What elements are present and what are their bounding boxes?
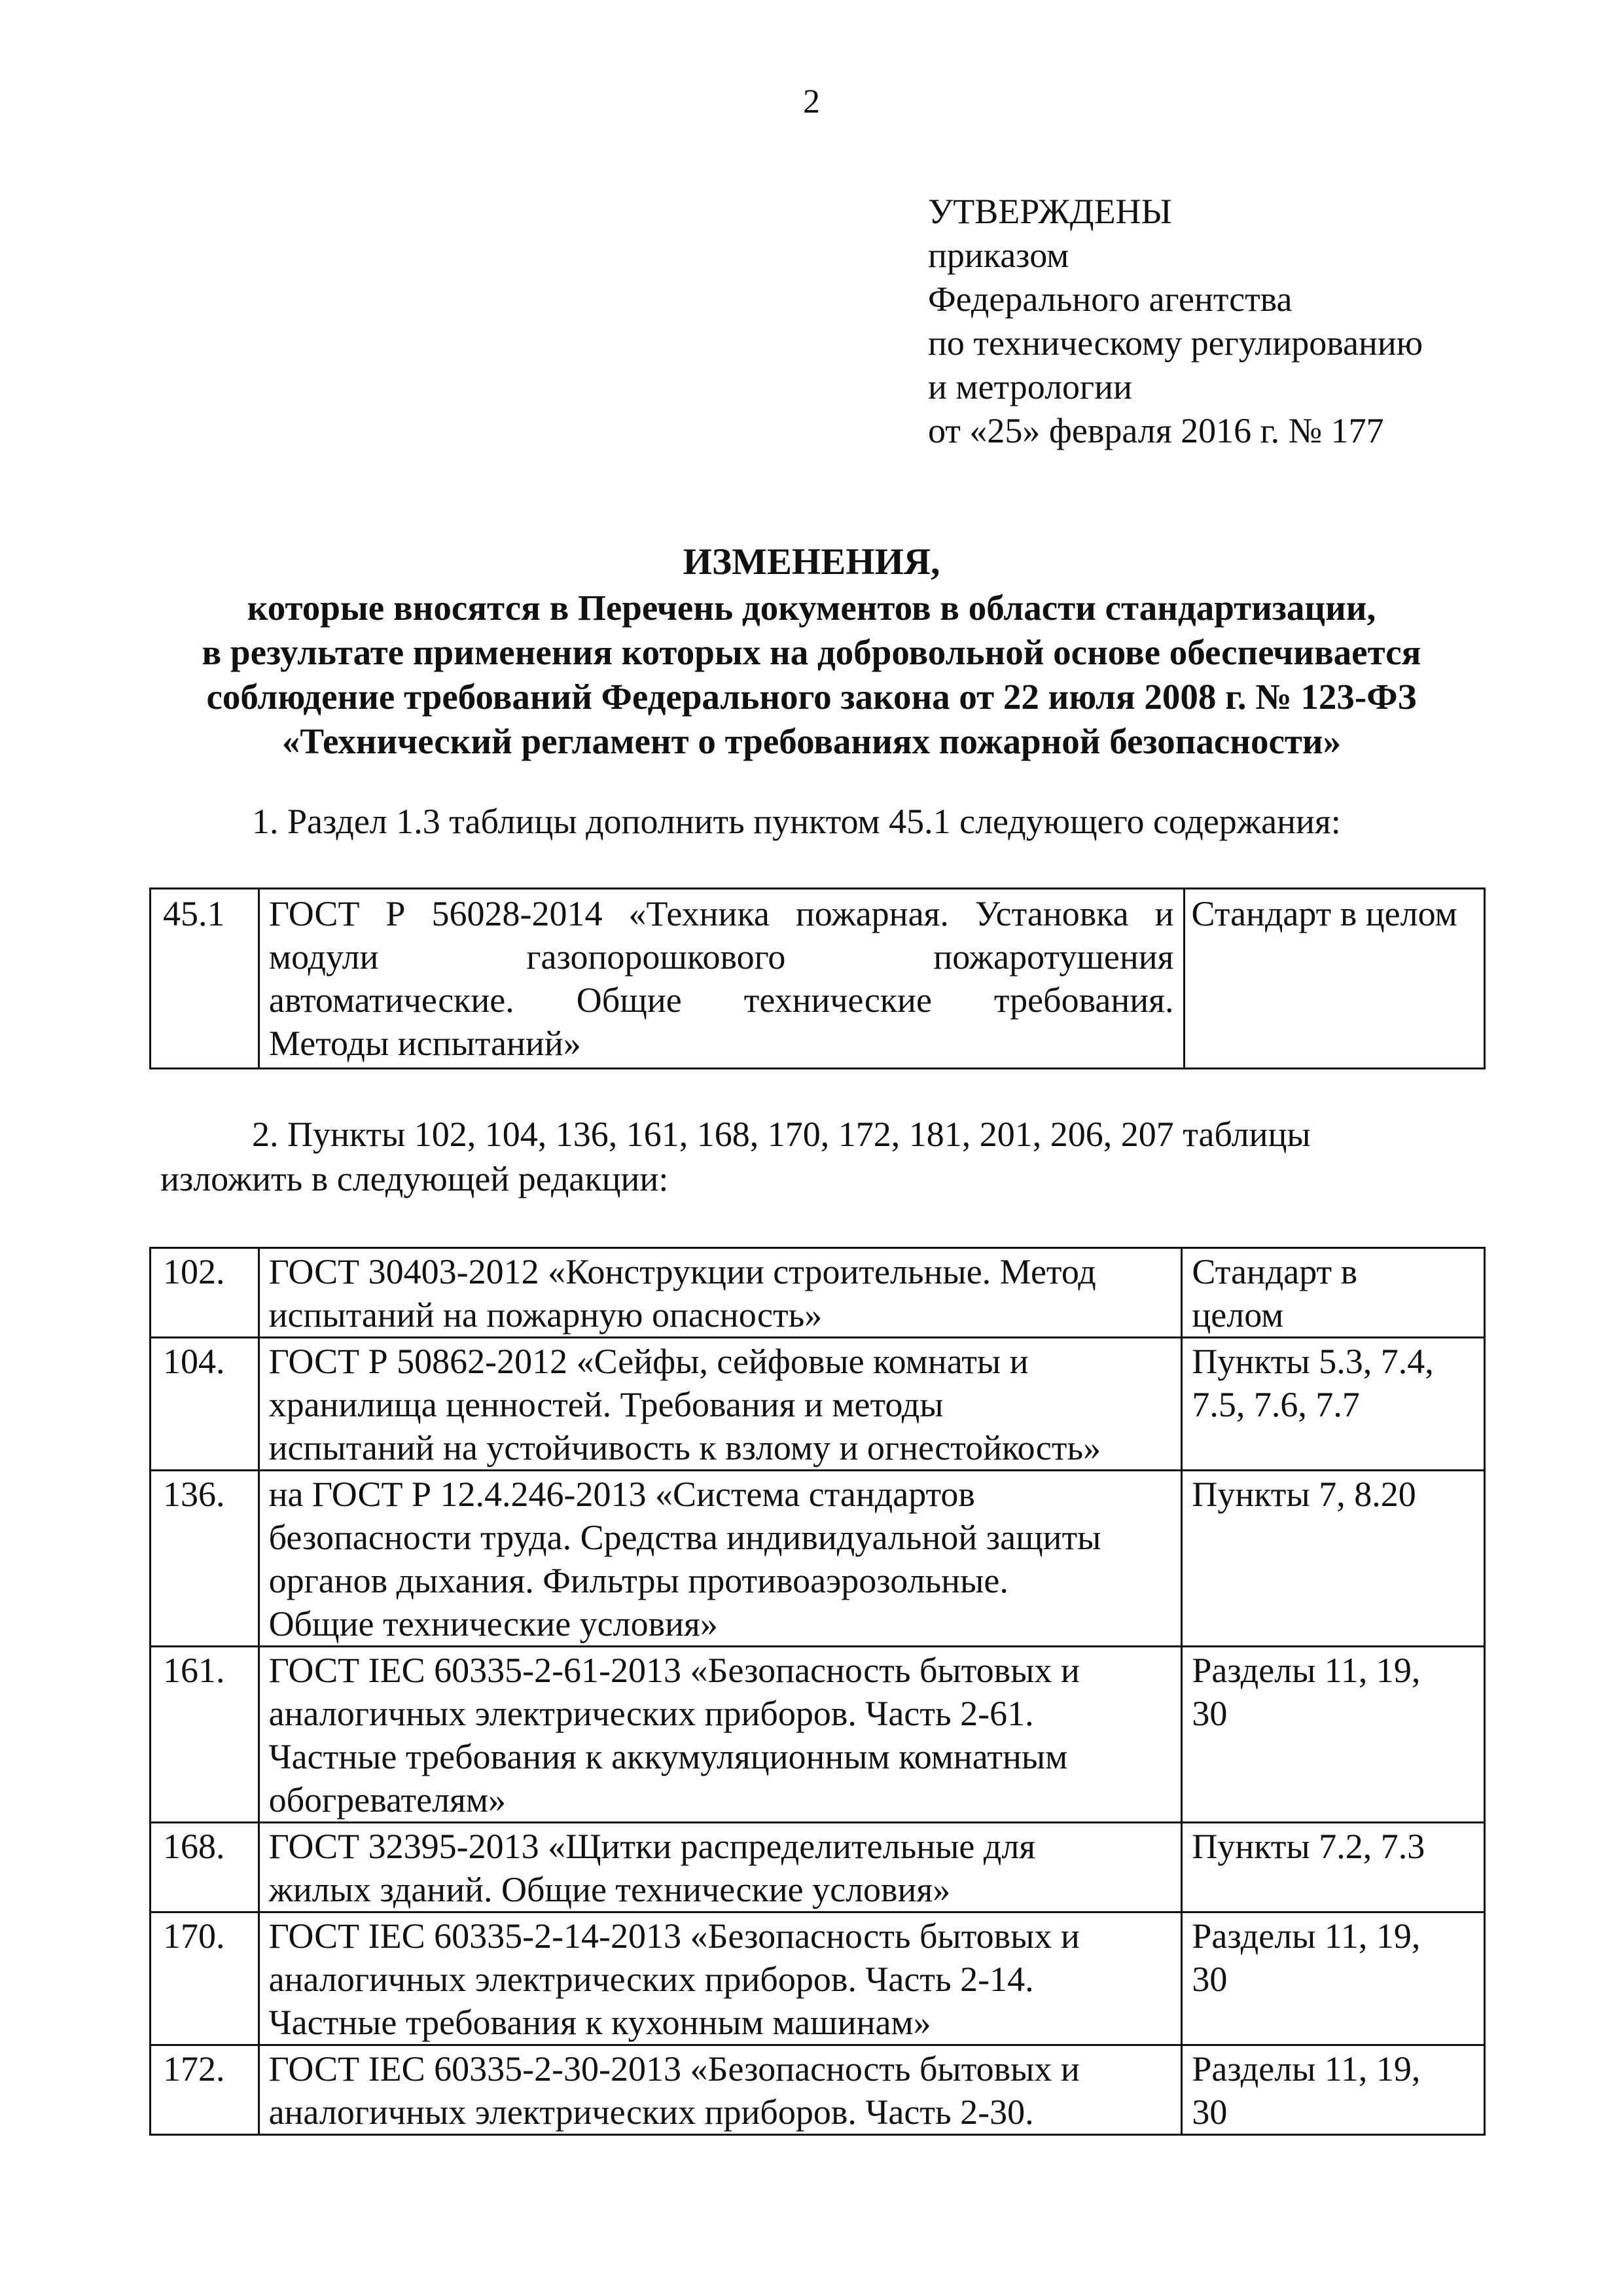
table-row <box>151 2045 1485 2135</box>
table-row <box>151 1248 1485 1338</box>
row-scope <box>1182 1647 1485 1823</box>
approval-block <box>928 190 1423 453</box>
table-row <box>151 1823 1485 1912</box>
table-row <box>151 1471 1485 1647</box>
title-line: ГОСТ 32395-2013 «Щитки распределительные для <box>268 1827 1036 1866</box>
scope-line: 30 <box>1192 1960 1228 1999</box>
title-line: «Технический регламент о требованиях пожарной безопасности» <box>281 721 1342 761</box>
row-number: 170. <box>151 1912 259 2045</box>
row-title <box>259 2045 1182 2135</box>
title-line: аналогичных электрических приборов. Часть 2-14. <box>268 1960 1034 1999</box>
approval-line: от «25» февраля 2016 г. № 177 <box>928 411 1384 450</box>
title-line: испытаний на пожарную опасность» <box>268 1295 823 1335</box>
title-line: Общие технические условия» <box>268 1604 718 1643</box>
document-title <box>0 540 1623 764</box>
row-scope <box>1182 1912 1485 2045</box>
row-title <box>259 1647 1182 1823</box>
title-line: Частные требования к аккумуляционным комнатным <box>268 1737 1068 1776</box>
title-line: ГОСТ IEC 60335-2-61-2013 «Безопасность бытовых и <box>268 1651 1080 1690</box>
row-title <box>259 889 1184 1069</box>
scope-line: Пункты 7.2, 7.3 <box>1192 1827 1425 1866</box>
scope-line: Пункты 7, 8.20 <box>1192 1475 1416 1514</box>
title-line: ГОСТ IEC 60335-2-30-2013 «Безопасность бытовых и <box>268 2049 1080 2089</box>
title-line: Методы испытаний» <box>268 1024 581 1063</box>
approval-line: и метрологии <box>928 367 1132 406</box>
scope-line: 7.5, 7.6, 7.7 <box>1192 1385 1360 1424</box>
section-1-text: 1. Раздел 1.3 таблицы дополнить пунктом 45.1 следующего содержания: <box>252 802 1341 841</box>
title-line: в результате применения которых на добровольной основе обеспечивается <box>202 632 1421 672</box>
approval-line: Федерального агентства <box>928 279 1293 319</box>
title-line: соблюдение требований Федерального закона от 22 июля 2008 г. № 123-ФЗ <box>206 677 1417 717</box>
title-line: ГОСТ Р 56028-2014 «Техника пожарная. Установка и <box>268 894 1174 933</box>
title-line: Частные требования к кухонным машинам» <box>268 2003 931 2042</box>
row-number: 172. <box>151 2045 259 2135</box>
scope-line: 30 <box>1192 1694 1228 1733</box>
title-line: испытаний на устойчивость к взлому и огнестойкость» <box>268 1428 1101 1467</box>
title-heading: ИЗМЕНЕНИЯ, <box>683 541 940 583</box>
row-scope: Стандарт в целом <box>1184 889 1484 1069</box>
title-line: жилых зданий. Общие технические условия» <box>268 1870 951 1909</box>
row-title <box>259 1912 1182 2045</box>
scope-line: Разделы 11, 19, <box>1192 2049 1421 2089</box>
title-line: которые вносятся в Перечень документов в области стандартизации, <box>247 588 1376 628</box>
row-title <box>259 1823 1182 1912</box>
scope-line: Разделы 11, 19, <box>1192 1916 1421 1956</box>
title-line: автоматические. Общие технические требования. <box>268 980 1174 1020</box>
row-number: 161. <box>151 1647 259 1823</box>
title-line: на ГОСТ Р 12.4.246-2013 «Система стандартов <box>268 1475 975 1514</box>
table-row <box>151 889 1485 1069</box>
row-number: 104. <box>151 1338 259 1471</box>
row-number: 136. <box>151 1471 259 1647</box>
section-2-text-line: 2. Пункты 102, 104, 136, 161, 168, 170, 172, 181, 201, 206, 207 таблицы <box>252 1115 1311 1154</box>
title-line: хранилища ценностей. Требования и методы <box>268 1385 944 1424</box>
table-row <box>151 1647 1485 1823</box>
title-line: ГОСТ IEC 60335-2-14-2013 «Безопасность бытовых и <box>268 1916 1080 1956</box>
section-1-table <box>149 888 1486 1069</box>
row-number: 45.1 <box>151 889 259 1069</box>
title-line: ГОСТ Р 50862-2012 «Сейфы, сейфовые комнаты и <box>268 1342 1029 1381</box>
table-row <box>151 1338 1485 1471</box>
title-line: обогревателям» <box>268 1780 507 1820</box>
scope-line: Стандарт в <box>1192 1252 1358 1291</box>
title-line: аналогичных электрических приборов. Часть 2-61. <box>268 1694 1034 1733</box>
title-line: органов дыхания. Фильтры противоаэрозольные. <box>268 1561 1008 1600</box>
table-row <box>151 1912 1485 2045</box>
section-2-table <box>149 1247 1486 2136</box>
row-number: 168. <box>151 1823 259 1912</box>
title-line: ГОСТ 30403-2012 «Конструкции строительные. Метод <box>268 1252 1096 1291</box>
title-line: аналогичных электрических приборов. Часть 2-30. <box>268 2092 1034 2132</box>
approval-line: приказом <box>928 236 1069 275</box>
section-2-text-line: изложить в следующей редакции: <box>160 1159 669 1198</box>
title-line: модули газопорошкового пожаротушения <box>268 937 1174 977</box>
scope-line: 30 <box>1192 2092 1228 2132</box>
scope-line: целом <box>1192 1295 1284 1335</box>
row-scope <box>1182 2045 1485 2135</box>
row-scope <box>1182 1823 1485 1912</box>
approval-line: УТВЕРЖДЕНЫ <box>928 192 1172 231</box>
title-line: безопасности труда. Средства индивидуальной защиты <box>268 1518 1101 1557</box>
row-title <box>259 1248 1182 1338</box>
row-title <box>259 1338 1182 1471</box>
row-scope <box>1182 1471 1485 1647</box>
row-number: 102. <box>151 1248 259 1338</box>
row-title <box>259 1471 1182 1647</box>
approval-line: по техническому регулированию <box>928 323 1423 363</box>
row-scope <box>1182 1338 1485 1471</box>
scope-line: Пункты 5.3, 7.4, <box>1192 1342 1434 1381</box>
row-scope <box>1182 1248 1485 1338</box>
page-number: 2 <box>803 83 820 120</box>
scope-line: Разделы 11, 19, <box>1192 1651 1421 1690</box>
